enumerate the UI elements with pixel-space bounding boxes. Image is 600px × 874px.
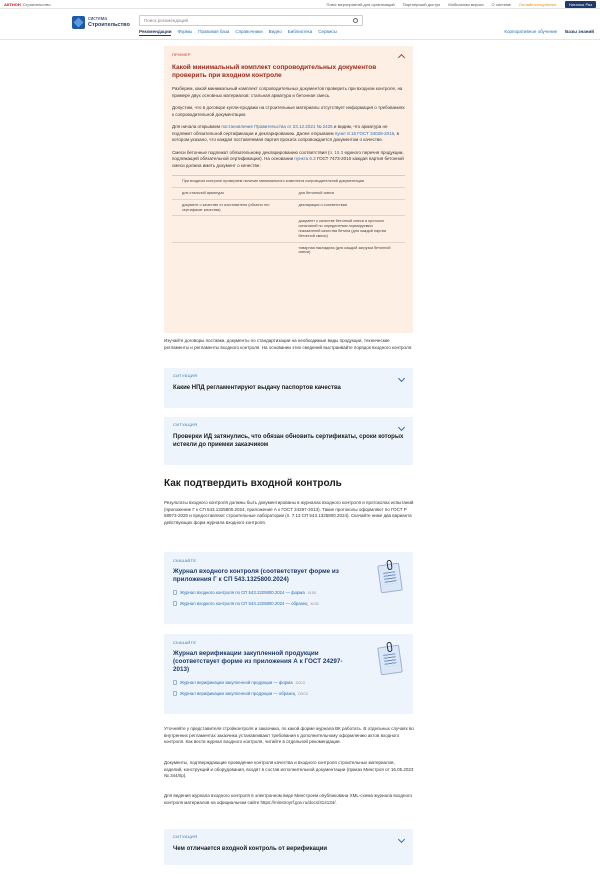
search-icon[interactable]: [353, 18, 358, 23]
nav-forms[interactable]: Формы: [177, 29, 193, 34]
example-p1: Разберем, какой минимальный комплект сопроводительных документов проверить при входном контроле, на примере двух основных материалов: стальная арматура и бетонная смесь.: [172, 86, 403, 98]
situation-card[interactable]: [164, 829, 413, 865]
brand-name: Строительство: [22, 1, 51, 7]
situation-title: Проверки ИД затянулись, что обязан обновить сертификаты, сроки которых истекли до приемки заказчиком: [173, 434, 404, 448]
main-nav: [139, 29, 337, 36]
situation-tag: СИТУАЦИЯ: [173, 834, 198, 839]
situation-title: Какие НПД регламентируют выдачу паспортов качества: [173, 385, 341, 391]
logo[interactable]: [72, 16, 130, 29]
download-card: [164, 552, 413, 624]
search-input[interactable]: [139, 15, 363, 26]
after-download-text-2: Документы, подтверждающие проведение контроля качества и входного контроля строительных материалов, изделий, конструкций и оборудования, входят в состав исполнительной документации (приказ Минстроя от 16.05.2023 № 344/пр).: [164, 760, 414, 778]
example-title: Какой минимальный комплект сопроводительных документов проверить при входном контроле: [172, 64, 377, 79]
download-tag: СКАЧАЙТЕ: [173, 640, 197, 645]
situation-card[interactable]: [164, 417, 413, 465]
docs-table: [172, 175, 405, 258]
table-cell: документ о качестве бетонной смеси и протокол испытаний по определению нормируемых показателей качества бетона (для каждой партии бетонной смеси): [298, 219, 387, 238]
nav-references[interactable]: Справочники: [235, 29, 263, 34]
table-header: [172, 187, 405, 199]
link-consultant[interactable]: Онлайн консультант: [518, 1, 557, 7]
after-download-text-3: Для ведения журнала входного контроля в электронном виде Минстроем опубликована XML-схема журнала входного контроля материалов на официальном сайте https://minstroyrf.gov.ru/docs/314134/.: [164, 793, 412, 805]
link-partner[interactable]: Партнерский доступ: [402, 1, 441, 7]
nav-corporate-training[interactable]: Корпоративное обучение: [504, 29, 558, 34]
table-row: [172, 242, 405, 259]
table-col1: для стальной арматуры: [182, 191, 225, 195]
file-icon: [173, 590, 177, 595]
example-p2: Допустим, что в договоре купли-продажи на строительные материалы отсутствует информация о требованиях к сопроводительной документации.: [172, 105, 405, 117]
file-link[interactable]: Журнал входного контроля по СП 543.1325800.2024 — образец XLSX: [173, 601, 404, 606]
link-about[interactable]: О системе: [491, 1, 511, 7]
search-placeholder: Поиск рекомендаций: [144, 18, 189, 23]
nav-knowledge-base[interactable]: Базы знаний: [565, 29, 594, 34]
nav-library[interactable]: Библиотека: [287, 29, 313, 34]
file-icon: [173, 601, 177, 606]
link-postanovlenie[interactable]: постановление Правительства от 23.12.2021 № 2425: [221, 124, 333, 129]
situation-card[interactable]: [164, 368, 413, 408]
table-cell: декларация о соответствии: [298, 202, 348, 207]
after-example-text: Изучайте договоры поставки, документы по стандартизации на необходимые виды продукции, технические регламенты и регламенты входного контроля. На основании этих сведений выстраивайте порядок входного контроля.: [164, 338, 413, 350]
file-icon: [173, 680, 177, 685]
table-cell: товарная накладная (для каждой загрузки бетонной смеси): [298, 245, 391, 255]
header-divider: [0, 39, 600, 40]
brand[interactable]: [4, 2, 51, 7]
table-col2: для бетонной смеси: [298, 191, 335, 195]
download-card: [164, 634, 413, 714]
nav-services[interactable]: Сервисы: [318, 29, 337, 34]
file-link[interactable]: Журнал входного контроля по СП 543.1325800.2024 — форма XLSX: [173, 590, 404, 595]
file-link[interactable]: Журнал верификации закупленной продукции — образец DOCX: [173, 691, 404, 696]
header: [0, 9, 600, 39]
section-text: Результаты входного контроля должны быть документированы в журналах входного контроля и протоколах испытаний (приложение Г к СП 543.1325800.2024, приложение А к ГОСТ 24297-2013). Такие протоколы оформляют по ГОСТ Р 58973-2020 и предоставляют строительные лаборатории (п. 7.13 СП 543.1325800.2024). Скачайте ниже два варианта действующих форм журнала входного контроля.: [164, 500, 414, 525]
link-events[interactable]: Плюс мероприятий для организаций: [326, 1, 395, 7]
nav-video[interactable]: Видео: [268, 29, 282, 34]
example-tag: ПРИМЕР: [172, 52, 191, 57]
download-tag: СКАЧАЙТЕ: [173, 558, 197, 563]
download-title: Журнал входного контроля (соответствует форме из приложения Г к СП 543.1325800.2024): [173, 568, 339, 583]
situation-tag: СИТУАЦИЯ: [173, 373, 198, 378]
link-mobile[interactable]: Мобильная версия: [448, 1, 484, 7]
situation-tag: СИТУАЦИЯ: [173, 422, 198, 427]
after-download-text-1: Уточняйте у представителя стройконтроля и заказчика, по какой форме журнала ВК работать. В отдельных случаях во внутренних регламентах заказчика устанавливают требования к дополнительному оформлению актов входного контроля. Как вести журнал входного контроля, читайте в отдельной рекомендации.: [164, 726, 414, 744]
table-row: [172, 215, 405, 241]
situation-title: Чем отличается входной контроль от верификации: [173, 846, 328, 852]
brand-aktion: АКТИОН: [4, 1, 21, 7]
example-block: [164, 46, 413, 333]
link-p15-3[interactable]: п. 15.3: [329, 149, 344, 155]
table-caption: При входном контроле проверяем наличие минимального комплекта сопроводительной документации: [182, 179, 365, 183]
nav-legal[interactable]: Правовая база: [198, 29, 230, 34]
link-p6-3[interactable]: пункта 6.3: [294, 156, 316, 161]
example-p4: Смеси бетонные подлежат обязательному декларированию соответствия (п. 15.3 единого перечня продукции, подлежащей обязательной сертификации). На основании пункта 6.3 ГОСТ 7473-2010 каждая партия бетонной смеси должна иметь документ о качестве.: [172, 149, 404, 168]
table-row: [172, 199, 405, 216]
top-bar: [0, 0, 600, 9]
logo-line2: Строительство: [88, 21, 130, 28]
section-title: Как подтвердить входной контроль: [164, 478, 342, 489]
file-link[interactable]: Журнал верификации закупленной продукции — форма DOCX: [173, 680, 404, 685]
table-cell: документ о качестве от изготовителя (обычно это сертификат качества): [182, 202, 270, 212]
logo-line1: система: [88, 16, 108, 22]
nav-recommendations[interactable]: Рекомендации: [139, 29, 172, 34]
file-icon: [173, 691, 177, 696]
download-title: Журнал верификации закупленной продукции (соответствует форме из приложения А к ГОСТ 24297-2013): [173, 650, 343, 673]
link-gost-34028[interactable]: пункт 8.15 ГОСТ 34028-2016: [334, 130, 395, 136]
user-button[interactable]: Наталья Ряз: [565, 1, 596, 8]
example-p3: Для начала открываем постановление Правительства от 23.12.2021 № 2425 и видим, что арматура не подлежит обязательной сертификации и декларированию. Далее открываем пункт 8.15 ГОСТ 34028-2016, в котором указано, что каждая поставляемая партия проката сопровождается документом о качестве.: [172, 124, 400, 142]
logo-icon: [72, 16, 85, 29]
secondary-nav: [504, 29, 594, 34]
